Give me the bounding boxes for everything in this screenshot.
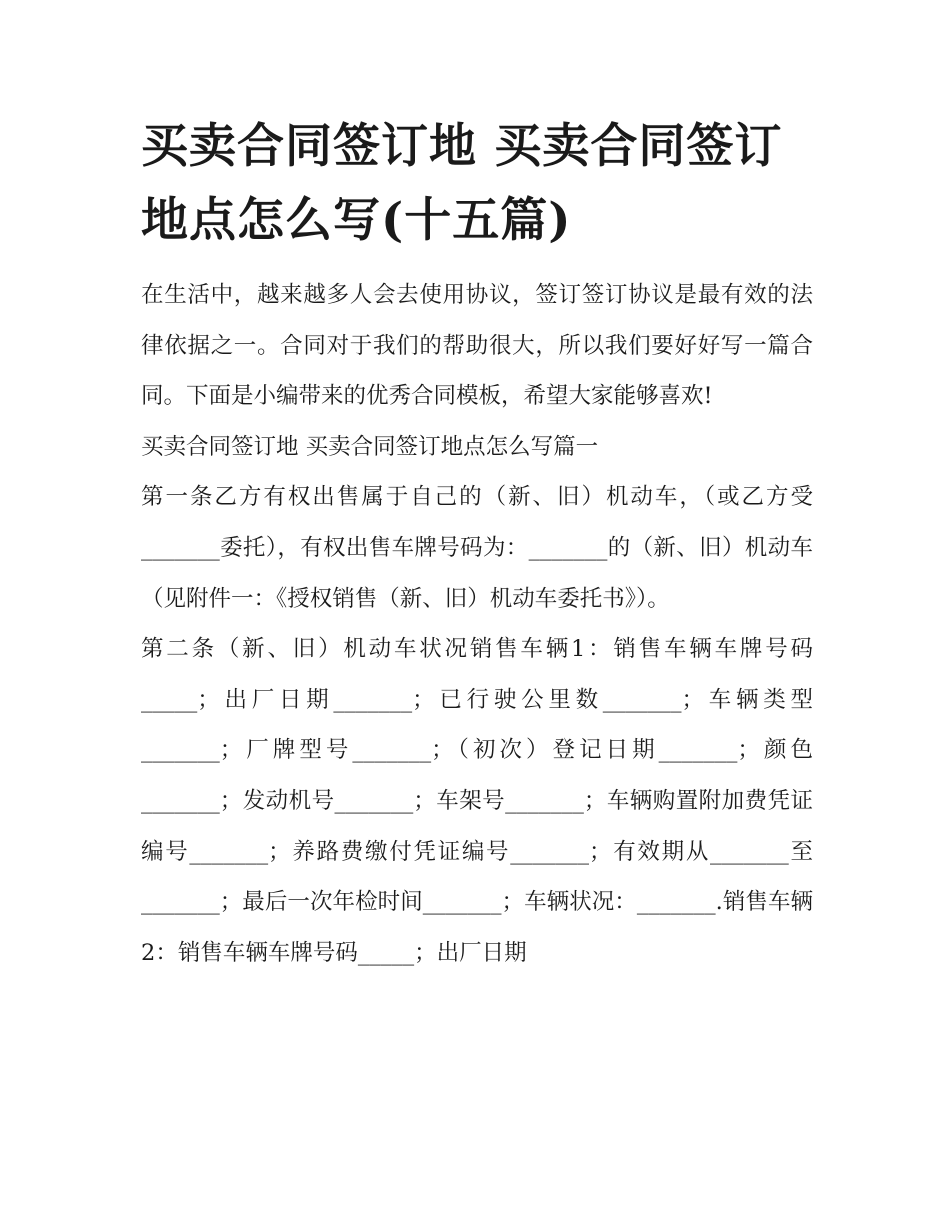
- document-title: 买卖合同签订地 买卖合同签订地点怎么写(十五篇): [141, 119, 783, 248]
- section-heading: 买卖合同签订地 买卖合同签订地点怎么写篇一: [141, 433, 599, 460]
- intro-paragraph: 在生活中，越来越多人会去使用协议，签订签订协议是最有效的法律依据之一。合同对于我们的帮助很大，所以我们要好好写一篇合同。下面是小编带来的优秀合同模板，希望大家能够喜欢!: [141, 282, 813, 410]
- article-one-paragraph: 第一条乙方有权出售属于自己的（新、旧）机动车，（或乙方受_______委托），有权出售车牌号码为：_______的（新、旧）机动车（见附件一：《授权销售（新、旧）机动车委托书》）。: [141, 484, 813, 612]
- document-body: [141, 270, 813, 978]
- document-content: [141, 110, 813, 978]
- article-two-paragraph: 第二条（新、旧）机动车状况销售车辆1：销售车辆车牌号码_____；出厂日期_______；已行驶公里数_______；车辆类型_______；厂牌型号_______；（初次）登记日期_______；颜色_______；发动机号_______；车架号_______；车辆购置附加费凭证编号_______；养路费缴付凭证编号_______；有效期从_______至_______；最后一次年检时间_______；车辆状况：_______.销售车辆2：销售车辆车牌号码_____；出厂日期: [141, 636, 813, 966]
